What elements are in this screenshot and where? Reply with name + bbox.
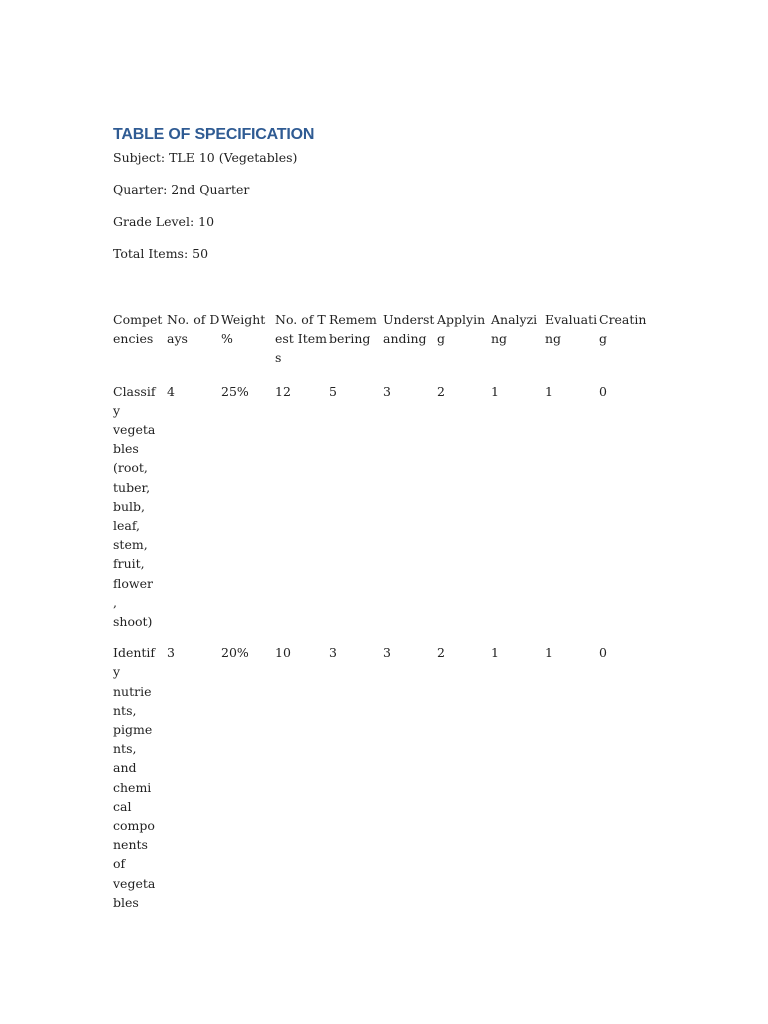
competency-line: y (113, 664, 121, 680)
competency-line: pigme (113, 722, 153, 738)
weight-cell: 25% (221, 383, 249, 399)
applying-cell: 2 (437, 383, 445, 399)
competency-line: of (113, 856, 126, 872)
header-weight: Weight % (221, 312, 266, 347)
competency-line: flower (113, 575, 153, 591)
analyzing-cell: 1 (491, 383, 499, 399)
test-items-cell: 10 (275, 645, 291, 661)
header-competencies: Competencies (113, 312, 163, 347)
remembering-cell: 3 (329, 645, 337, 661)
weight-cell: 20% (221, 645, 249, 661)
competency-line: vegeta (113, 875, 156, 891)
competency-line: Identif (113, 645, 156, 661)
test-items-cell: 12 (275, 383, 291, 399)
competency-line: cal (113, 798, 132, 814)
competency-line: tuber, (113, 479, 151, 495)
competency-line: y (113, 402, 121, 418)
grade-level-line: Grade Level: 10 (113, 214, 215, 229)
competency-line: nts, (113, 741, 137, 757)
evaluating-cell: 1 (545, 645, 553, 661)
understanding-cell: 3 (383, 383, 391, 399)
competency-line: nutrie (113, 683, 152, 699)
table-header-row (113, 310, 653, 382)
header-test-items: No. of Test Items (275, 312, 328, 366)
header-understanding: Understanding (383, 312, 435, 347)
competency-line: bles (113, 441, 139, 457)
header-days: No. of Days (167, 312, 220, 347)
analyzing-cell: 1 (491, 645, 499, 661)
competency-line: and (113, 760, 137, 776)
days-cell: 4 (167, 383, 175, 399)
header-creating: Creating (599, 312, 647, 347)
table-row (113, 643, 653, 924)
competency-line: stem, (113, 537, 148, 553)
competency-line: (root, (113, 460, 148, 476)
competency-cell (113, 382, 167, 644)
creating-cell: 0 (599, 383, 607, 399)
subject-line: Subject: TLE 10 (Vegetables) (113, 150, 298, 165)
table-row (113, 382, 653, 644)
competency-line: shoot) (113, 614, 153, 630)
competency-line: Classif (113, 383, 156, 399)
total-items-line: Total Items: 50 (113, 246, 209, 261)
competency-line: bulb, (113, 498, 146, 514)
competency-cell (113, 643, 167, 924)
applying-cell: 2 (437, 645, 445, 661)
header-evaluating: Evaluating (545, 312, 598, 347)
competency-line: nents (113, 837, 148, 853)
days-cell: 3 (167, 645, 175, 661)
competency-line: compo (113, 818, 155, 834)
competency-line: chemi (113, 779, 152, 795)
header-remembering: Remembering (329, 312, 377, 347)
creating-cell: 0 (599, 645, 607, 661)
remembering-cell: 5 (329, 383, 337, 399)
specification-table (113, 310, 653, 924)
evaluating-cell: 1 (545, 383, 553, 399)
competency-line: bles (113, 894, 139, 910)
competency-line: fruit, (113, 556, 145, 572)
header-applying: Applying (437, 312, 486, 347)
competency-line: leaf, (113, 518, 141, 534)
competency-line: vegeta (113, 422, 156, 438)
document-title: TABLE OF SPECIFICATION (113, 126, 315, 143)
header-analyzing: Analyzing (491, 312, 538, 347)
competency-line: nts, (113, 702, 137, 718)
competency-line: , (113, 594, 117, 610)
quarter-line: Quarter: 2nd Quarter (113, 182, 250, 197)
understanding-cell: 3 (383, 645, 391, 661)
